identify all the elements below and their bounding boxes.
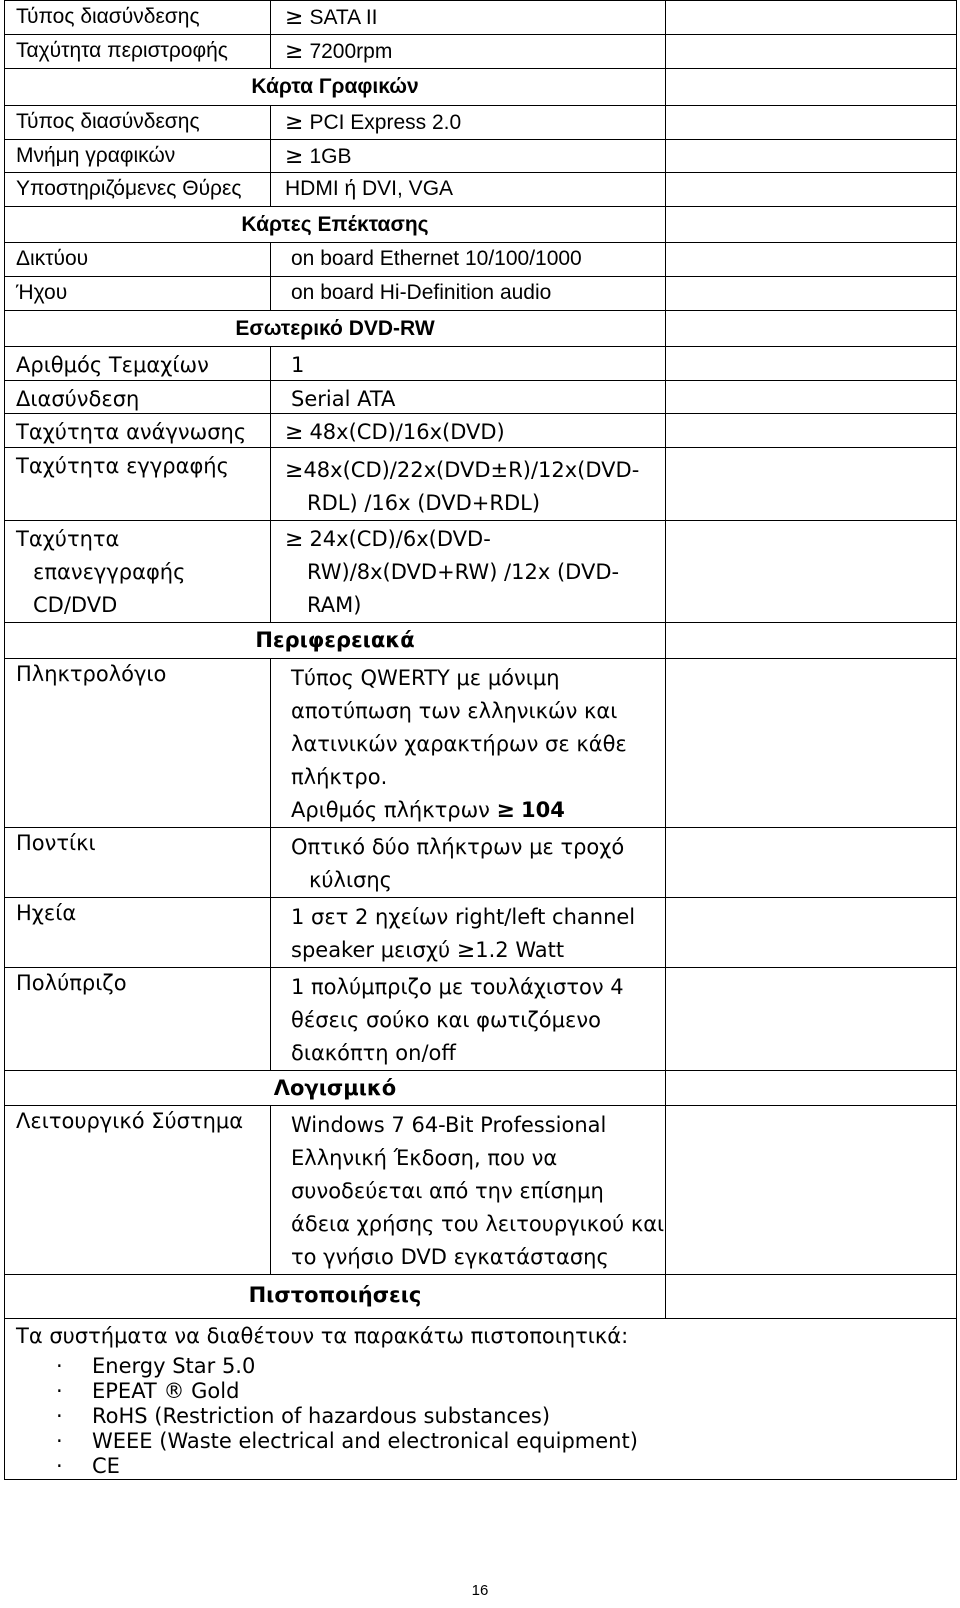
row-label: Ταχύτητα εγγραφής <box>16 454 229 478</box>
row-value: SATA II <box>309 6 378 29</box>
row-label-line: CD/DVD <box>33 593 118 617</box>
section-header-software: Λογισμικό <box>273 1076 397 1100</box>
keyboard-keys-label: Αριθμός πλήκτρων <box>291 798 490 822</box>
section-header-graphics: Κάρτα Γραφικών <box>251 75 419 98</box>
row-value-line: RAM) <box>307 593 362 617</box>
list-item <box>16 1379 956 1404</box>
certifications-intro: Τα συστήματα να διαθέτουν τα παρακάτω πιστοποιητικά: <box>16 1324 629 1348</box>
row-value-line: αποτύπωση των ελληνικών και <box>291 699 618 723</box>
row-value: 1GB <box>309 145 352 168</box>
list-item <box>16 1429 956 1454</box>
table-row <box>5 448 957 521</box>
greater-equal-icon: ≥ <box>285 420 304 445</box>
row-label: Μνήμη γραφικών <box>16 144 176 167</box>
table-row <box>5 521 957 623</box>
row-value-line: το γνήσιο DVD εγκατάστασης <box>291 1245 609 1269</box>
row-label: Ταχύτητα περιστροφής <box>16 39 228 62</box>
bullet-icon: · <box>56 1354 63 1378</box>
section-header-dvd: Εσωτερικό DVD-RW <box>235 317 435 340</box>
table-row <box>5 1106 957 1275</box>
certifications-list <box>16 1354 956 1479</box>
row-value-line: Τύπος QWERTY με μόνιμη <box>291 666 560 690</box>
row-value-line: 1 σετ 2 ηχείων right/left channel <box>291 905 636 929</box>
list-item-label: RoHS (Restriction of hazardous substances) <box>92 1404 551 1428</box>
section-header-row <box>5 1071 957 1106</box>
section-header-row <box>5 623 957 659</box>
row-label: Τύπος διασύνδεσης <box>16 110 200 133</box>
greater-equal-icon: ≥ <box>285 458 304 483</box>
row-value-line: κύλισης <box>309 868 393 892</box>
row-label: Πληκτρολόγιο <box>16 662 167 686</box>
list-item-label: EPEAT ® Gold <box>92 1379 240 1403</box>
table-row <box>5 277 957 311</box>
greater-equal-icon: ≥ <box>285 110 304 135</box>
row-value-line: θέσεις σούκο και φωτιζόμενο <box>291 1008 601 1032</box>
section-header-row <box>5 1275 957 1319</box>
row-label: Ηχεία <box>16 901 77 925</box>
row-value-line: 1.2 Watt <box>475 938 565 962</box>
row-value: 48x(CD)/16x(DVD) <box>309 420 505 444</box>
section-header-expansion: Κάρτες Επέκτασης <box>241 213 429 236</box>
table-row <box>5 140 957 173</box>
row-value-line: RW)/8x(DVD+RW) /12x (DVD- <box>307 560 620 584</box>
row-label: Ποντίκι <box>16 831 96 855</box>
row-label-line: επανεγγραφής <box>33 560 186 584</box>
greater-equal-icon: ≥ <box>285 527 304 552</box>
bullet-icon: · <box>56 1429 63 1453</box>
section-header-row <box>5 207 957 243</box>
row-label: Λειτουργικό Σύστημα <box>16 1109 244 1133</box>
row-value-line: συνοδεύεται από την επίσημη <box>291 1179 604 1203</box>
row-value-line: πλήκτρο. <box>291 765 388 789</box>
row-value-line: λατινικών χαρακτήρων σε κάθε <box>291 732 627 756</box>
spec-sheet <box>4 0 956 1480</box>
row-value-line: διακόπτη on/off <box>291 1041 456 1065</box>
row-value: Serial ATA <box>291 387 396 411</box>
table-row <box>5 1 957 35</box>
greater-equal-icon: ≥ <box>285 39 304 64</box>
row-value: on board Hi-Definition audio <box>291 281 552 304</box>
row-value: 1 <box>291 353 305 377</box>
table-row <box>5 968 957 1071</box>
row-label: Δικτύου <box>16 247 89 270</box>
table-row <box>5 243 957 277</box>
table-row <box>5 828 957 898</box>
table-row <box>5 898 957 968</box>
row-value: HDMI ή DVI, VGA <box>285 177 454 200</box>
row-value-line: 24x(CD)/6x(DVD- <box>309 527 491 551</box>
row-label: Διασύνδεση <box>16 387 140 411</box>
bullet-icon: · <box>56 1454 63 1478</box>
row-value-line: speaker μεισχύ <box>291 938 451 962</box>
row-label: Υποστηριζόμενες Θύρες <box>16 177 242 200</box>
section-header-certifications: Πιστοποιήσεις <box>248 1283 422 1307</box>
spec-table <box>4 0 957 1480</box>
greater-equal-icon: ≥ <box>285 5 304 30</box>
row-value: PCI Express 2.0 <box>309 111 462 134</box>
section-header-row <box>5 311 957 347</box>
row-label: Ήχου <box>16 281 68 304</box>
greater-equal-icon: ≥ <box>496 798 516 823</box>
bullet-icon: · <box>56 1379 63 1403</box>
list-item <box>16 1404 956 1429</box>
table-row <box>5 35 957 69</box>
row-label: Ταχύτητα ανάγνωσης <box>16 420 247 444</box>
row-label-line: Ταχύτητα <box>16 527 120 551</box>
greater-equal-icon: ≥ <box>456 938 476 963</box>
keyboard-keys-value: 104 <box>521 798 565 822</box>
section-header-peripherals: Περιφερειακά <box>255 628 415 652</box>
section-header-row <box>5 69 957 106</box>
table-row <box>5 173 957 207</box>
list-item <box>16 1354 956 1379</box>
row-label: Τύπος διασύνδεσης <box>16 5 200 28</box>
row-value-line: RDL) /16x (DVD+RDL) <box>307 491 541 515</box>
table-row <box>5 414 957 448</box>
row-value: 7200rpm <box>309 40 393 63</box>
row-label: Πολύπριζο <box>16 971 127 995</box>
row-value-line: 1 πολύμπριζο με τουλάχιστον 4 <box>291 975 624 999</box>
greater-equal-icon: ≥ <box>285 144 304 169</box>
list-item-label: CE <box>92 1454 120 1478</box>
row-value-line: Windows 7 64-Bit Professional <box>291 1113 607 1137</box>
list-item-label: Energy Star 5.0 <box>92 1354 256 1378</box>
bullet-icon: · <box>56 1404 63 1428</box>
page-number: 16 <box>471 1582 489 1599</box>
row-value: on board Ethernet 10/100/1000 <box>291 247 582 270</box>
table-row <box>5 347 957 381</box>
row-value-line: Οπτικό δύο πλήκτρων με τροχό <box>291 835 625 859</box>
table-row <box>5 106 957 140</box>
row-value-line: άδεια χρήσης του λειτουργικού και <box>291 1212 665 1236</box>
row-value-line: 48x(CD)/22x(DVD±R)/12x(DVD- <box>303 458 640 482</box>
table-row <box>5 381 957 414</box>
list-item-label: WEEE (Waste electrical and electronical equipment) <box>92 1429 638 1453</box>
row-value-line: Ελληνική Έκδοση, που να <box>291 1146 558 1170</box>
table-row <box>5 1319 957 1480</box>
table-row <box>5 659 957 828</box>
list-item <box>16 1454 956 1479</box>
row-label: Αριθμός Τεμαχίων <box>16 353 209 377</box>
